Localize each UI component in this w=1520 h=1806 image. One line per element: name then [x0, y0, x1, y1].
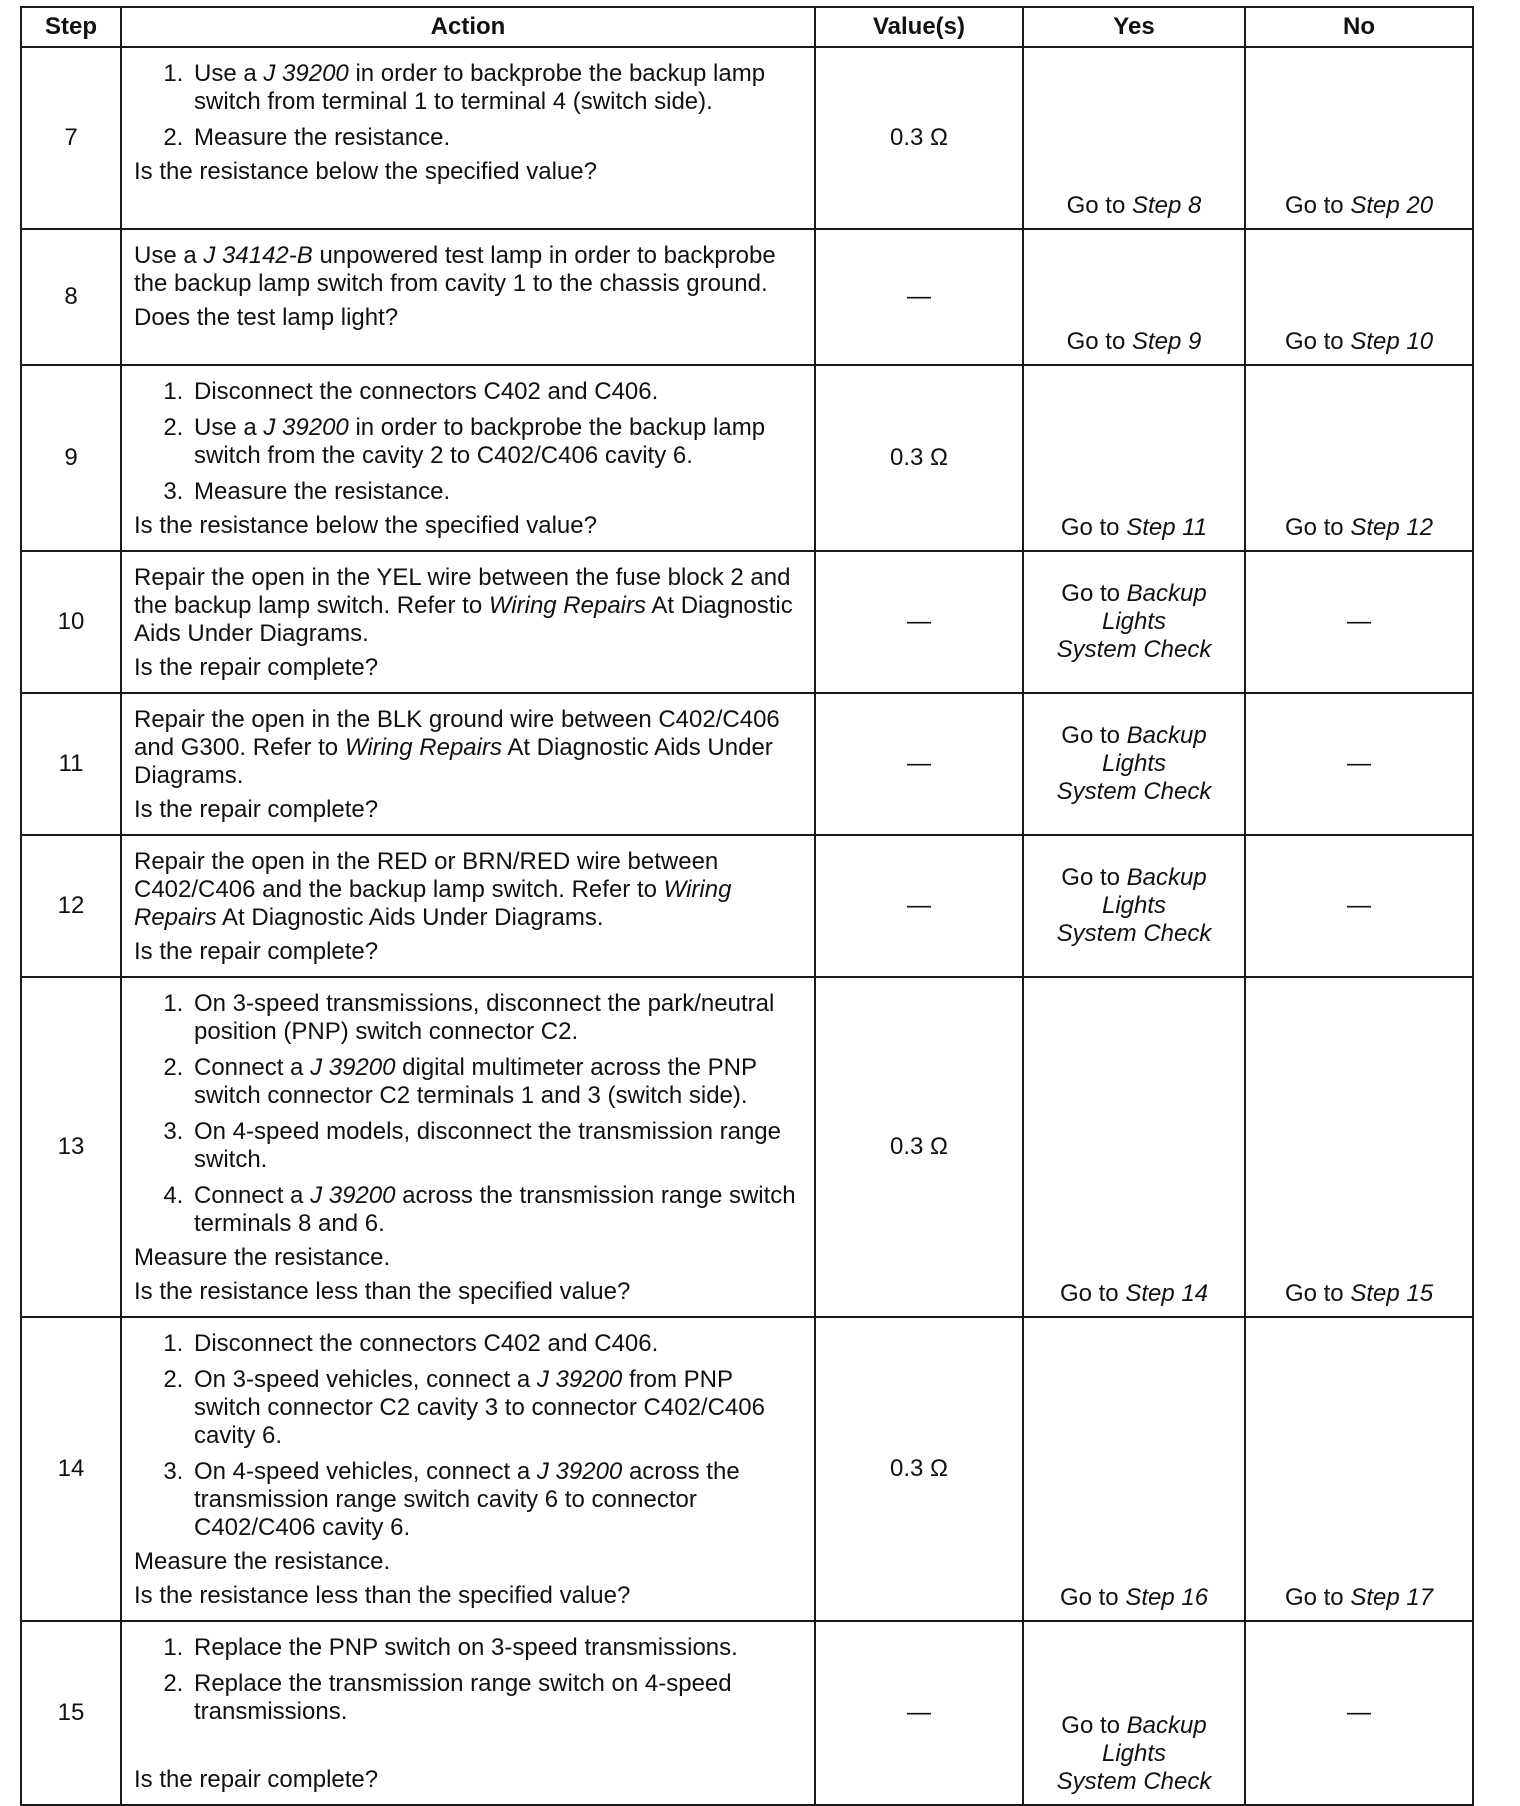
- step-number: 13: [21, 977, 121, 1317]
- action-cell: [121, 1621, 815, 1805]
- table-row: [21, 229, 1473, 365]
- value-cell: 0.3 Ω: [815, 977, 1023, 1317]
- header-action: Action: [121, 7, 815, 47]
- question-text: Is the resistance less than the specified value?: [134, 1582, 631, 1609]
- yes-cell: Go to Step 9: [1023, 229, 1245, 365]
- instruction-list: [134, 60, 800, 152]
- list-item: 2. Connect a J 39200 digital multimeter across the PNP switch connector C2 terminals 1 and 3 (switch side).: [190, 1054, 800, 1110]
- list-item: 1. On 3-speed transmissions, disconnect the park/neutral position (PNP) switch connector C2.: [190, 990, 800, 1046]
- table-row: [21, 365, 1473, 551]
- action-text: Repair the open in the RED or BRN/RED wire between C402/C406 and the backup lamp switch. Refer to Wiring Repairs At Diagnostic Aids Under Diagrams.: [134, 848, 732, 931]
- list-item: 1. Disconnect the connectors C402 and C406.: [190, 378, 800, 406]
- no-cell: Go to Step 17: [1245, 1317, 1473, 1621]
- yes-cell: Go to Step 16: [1023, 1317, 1245, 1621]
- action-text: Repair the open in the YEL wire between the fuse block 2 and the backup lamp switch. Refer to Wiring Repairs At Diagnostic Aids Under Diagrams.: [134, 564, 793, 647]
- action-cell: [121, 693, 815, 835]
- table-row: [21, 835, 1473, 977]
- value-cell: 0.3 Ω: [815, 365, 1023, 551]
- yes-cell: Go to Backup Lights System Check: [1023, 835, 1245, 977]
- step-number: 7: [21, 47, 121, 229]
- table-row: [21, 977, 1473, 1317]
- yes-cell: Go to Backup Lights System Check: [1023, 693, 1245, 835]
- instruction-list: [134, 378, 800, 506]
- table-row: [21, 1621, 1473, 1805]
- question-text: Is the repair complete?: [134, 938, 379, 965]
- value-cell: —: [815, 1621, 1023, 1805]
- header-step: Step: [21, 7, 121, 47]
- list-item: 2. Measure the resistance.: [190, 124, 800, 152]
- value-cell: —: [815, 551, 1023, 693]
- list-item: 2. Replace the transmission range switch on 4-speed transmissions.: [190, 1670, 800, 1726]
- yes-cell: Go to Backup Lights System Check: [1023, 551, 1245, 693]
- no-cell: Go to Step 20: [1245, 47, 1473, 229]
- header-no: No: [1245, 7, 1473, 47]
- value-cell: —: [815, 229, 1023, 365]
- yes-cell: Go to Backup Lights System Check: [1023, 1621, 1245, 1805]
- no-cell: —: [1245, 1621, 1473, 1805]
- no-cell: Go to Step 12: [1245, 365, 1473, 551]
- list-item: 1. Use a J 39200 in order to backprobe the backup lamp switch from terminal 1 to terminal 4 (switch side).: [190, 60, 800, 116]
- step-number: 11: [21, 693, 121, 835]
- list-item: 2. Use a J 39200 in order to backprobe the backup lamp switch from the cavity 2 to C402/C406 cavity 6.: [190, 414, 800, 470]
- action-text: Repair the open in the BLK ground wire between C402/C406 and G300. Refer to Wiring Repairs At Diagnostic Aids Under Diagrams.: [134, 706, 780, 789]
- measure-text: Measure the resistance.: [134, 1548, 391, 1575]
- measure-text: Measure the resistance.: [134, 1244, 391, 1271]
- table-row: [21, 551, 1473, 693]
- yes-cell: Go to Step 14: [1023, 977, 1245, 1317]
- diagnostic-table: [20, 6, 1474, 1806]
- header-row: [21, 7, 1473, 47]
- action-cell: [121, 47, 815, 229]
- action-cell: [121, 365, 815, 551]
- question-text: Is the repair complete?: [134, 796, 379, 823]
- no-cell: —: [1245, 693, 1473, 835]
- list-item: 2. On 3-speed vehicles, connect a J 39200 from PNP switch connector C2 cavity 3 to connector C402/C406 cavity 6.: [190, 1366, 800, 1450]
- instruction-list: [134, 1634, 800, 1726]
- step-number: 10: [21, 551, 121, 693]
- action-cell: [121, 229, 815, 365]
- action-text: Use a J 34142-B unpowered test lamp in order to backprobe the backup lamp switch from cavity 1 to the chassis ground.: [134, 242, 776, 297]
- question-text: Is the resistance below the specified value?: [134, 158, 597, 185]
- list-item: 1. Disconnect the connectors C402 and C406.: [190, 1330, 800, 1358]
- list-item: 3. On 4-speed vehicles, connect a J 39200 across the transmission range switch cavity 6 to connector C402/C406 cavity 6.: [190, 1458, 800, 1542]
- instruction-list: [134, 1330, 800, 1542]
- no-cell: —: [1245, 835, 1473, 977]
- yes-cell: Go to Step 11: [1023, 365, 1245, 551]
- table-row: [21, 47, 1473, 229]
- action-cell: [121, 977, 815, 1317]
- list-item: 4. Connect a J 39200 across the transmission range switch terminals 8 and 6.: [190, 1182, 800, 1238]
- step-number: 8: [21, 229, 121, 365]
- value-cell: 0.3 Ω: [815, 47, 1023, 229]
- question-text: Is the resistance less than the specified value?: [134, 1278, 631, 1305]
- step-number: 9: [21, 365, 121, 551]
- list-item: 3. On 4-speed models, disconnect the transmission range switch.: [190, 1118, 800, 1174]
- action-cell: [121, 835, 815, 977]
- list-item: 1. Replace the PNP switch on 3-speed transmissions.: [190, 1634, 800, 1662]
- action-cell: [121, 551, 815, 693]
- step-number: 12: [21, 835, 121, 977]
- header-yes: Yes: [1023, 7, 1245, 47]
- header-values: Value(s): [815, 7, 1023, 47]
- question-text: Is the repair complete?: [134, 1766, 379, 1793]
- question-text: Does the test lamp light?: [134, 304, 399, 331]
- no-cell: —: [1245, 551, 1473, 693]
- table-row: [21, 1317, 1473, 1621]
- step-number: 14: [21, 1317, 121, 1621]
- table-row: [21, 693, 1473, 835]
- step-number: 15: [21, 1621, 121, 1805]
- no-cell: Go to Step 10: [1245, 229, 1473, 365]
- value-cell: 0.3 Ω: [815, 1317, 1023, 1621]
- value-cell: —: [815, 693, 1023, 835]
- question-text: Is the repair complete?: [134, 654, 379, 681]
- list-item: 3. Measure the resistance.: [190, 478, 800, 506]
- action-cell: [121, 1317, 815, 1621]
- yes-cell: Go to Step 8: [1023, 47, 1245, 229]
- instruction-list: [134, 990, 800, 1238]
- question-text: Is the resistance below the specified value?: [134, 512, 597, 539]
- no-cell: Go to Step 15: [1245, 977, 1473, 1317]
- value-cell: —: [815, 835, 1023, 977]
